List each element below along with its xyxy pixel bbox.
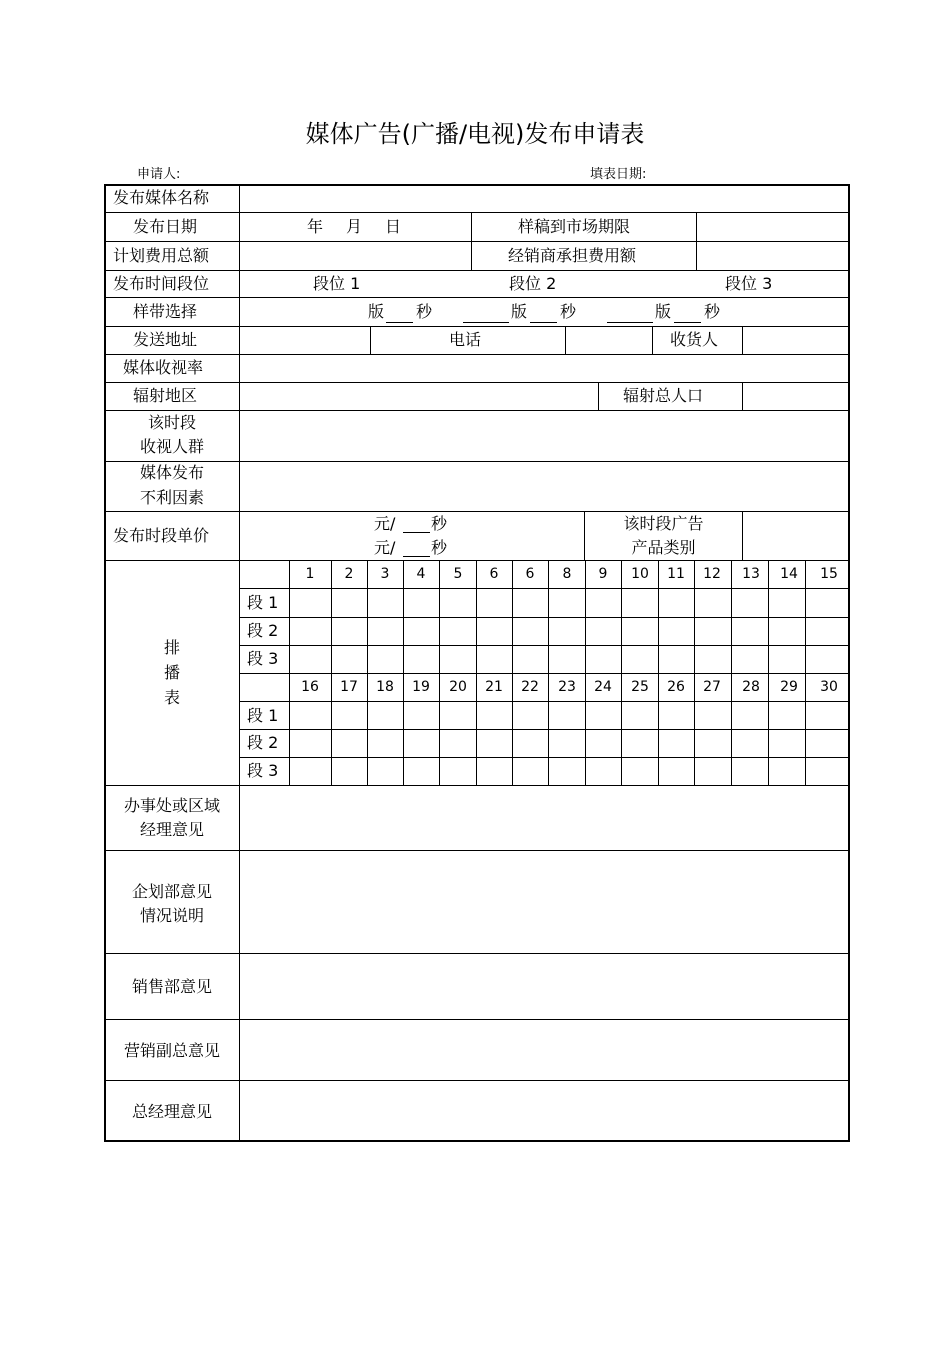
day-cell: 22 bbox=[521, 679, 539, 695]
planned-total-cost-label: 计划费用总额 bbox=[113, 246, 210, 265]
day-cell: 6 bbox=[525, 566, 535, 582]
tape-ban-2: 版 bbox=[511, 302, 528, 321]
segment-label: 段 1 bbox=[247, 706, 279, 725]
price-miao-1: 秒 bbox=[431, 514, 448, 533]
dealer-cost-label: 经销商承担费用额 bbox=[508, 246, 637, 265]
day-cell: 16 bbox=[301, 679, 319, 695]
planning-opinion-label-line1: 企划部意见 bbox=[131, 882, 212, 901]
segment-label: 段 3 bbox=[247, 761, 279, 780]
schedule-label-3: 表 bbox=[163, 688, 180, 707]
day-cell: 15 bbox=[820, 566, 838, 582]
day-cell: 28 bbox=[742, 679, 760, 695]
day-cell: 23 bbox=[558, 679, 576, 695]
unfavorable-label-line2: 不利因素 bbox=[139, 488, 204, 507]
day-cell: 19 bbox=[412, 679, 430, 695]
segment-label: 段 2 bbox=[247, 621, 279, 640]
day-cell: 9 bbox=[598, 566, 608, 582]
day-cell: 5 bbox=[453, 566, 463, 582]
rating-label: 媒体收视率 bbox=[123, 358, 204, 377]
segment-label: 段 1 bbox=[247, 593, 279, 612]
segment-label: 段 3 bbox=[247, 649, 279, 668]
day-cell: 4 bbox=[416, 566, 426, 582]
office-opinion-label-line2: 经理意见 bbox=[139, 820, 204, 839]
tape-miao-1: 秒 bbox=[416, 302, 433, 321]
date-month-label: 月 bbox=[346, 217, 363, 236]
day-cell: 12 bbox=[703, 566, 721, 582]
vp-marketing-opinion-label: 营销副总意见 bbox=[123, 1041, 220, 1060]
day-cell: 13 bbox=[742, 566, 760, 582]
day-cell: 18 bbox=[376, 679, 394, 695]
publish-date-label: 发布日期 bbox=[133, 217, 198, 236]
fill-date-label: 填表日期: bbox=[590, 167, 647, 182]
day-cell: 17 bbox=[340, 679, 358, 695]
slot-2-label: 段位 2 bbox=[509, 274, 557, 293]
address-label: 发送地址 bbox=[133, 330, 198, 349]
gm-opinion-label: 总经理意见 bbox=[131, 1102, 212, 1121]
price-yuan-1: 元/ bbox=[374, 514, 396, 533]
day-cell: 11 bbox=[667, 566, 685, 582]
tape-miao-2: 秒 bbox=[560, 302, 577, 321]
price-miao-2: 秒 bbox=[431, 538, 448, 557]
day-cell: 25 bbox=[631, 679, 649, 695]
sales-opinion-label: 销售部意见 bbox=[131, 977, 212, 996]
day-cell: 30 bbox=[820, 679, 838, 695]
coverage-area-label: 辐射地区 bbox=[133, 386, 198, 405]
day-cell: 27 bbox=[703, 679, 721, 695]
receiver-label: 收货人 bbox=[670, 330, 719, 349]
tape-miao-3: 秒 bbox=[704, 302, 721, 321]
date-year-label: 年 bbox=[307, 217, 324, 236]
applicant-label: 申请人: bbox=[137, 167, 181, 182]
day-cell: 3 bbox=[380, 566, 390, 582]
office-opinion-label-line1: 办事处或区域 bbox=[123, 796, 220, 815]
unit-price-label: 发布时段单价 bbox=[113, 526, 210, 545]
coverage-population-label: 辐射总人口 bbox=[623, 386, 704, 405]
schedule-label-2: 播 bbox=[163, 663, 180, 682]
time-slot-label: 发布时间段位 bbox=[113, 274, 210, 293]
slot-3-label: 段位 3 bbox=[725, 274, 773, 293]
day-cell: 26 bbox=[667, 679, 685, 695]
schedule-label-1: 排 bbox=[163, 638, 180, 657]
phone-label: 电话 bbox=[449, 330, 482, 349]
planning-opinion-label-line2: 情况说明 bbox=[139, 906, 204, 925]
sample-deadline-label: 样稿到市场期限 bbox=[518, 217, 631, 236]
day-cell: 1 bbox=[305, 566, 315, 582]
day-cell: 2 bbox=[344, 566, 354, 582]
tape-ban-1: 版 bbox=[368, 302, 385, 321]
tape-ban-3: 版 bbox=[655, 302, 672, 321]
day-cell: 14 bbox=[780, 566, 798, 582]
slot-1-label: 段位 1 bbox=[313, 274, 361, 293]
day-cell: 20 bbox=[449, 679, 467, 695]
day-cell: 8 bbox=[562, 566, 572, 582]
day-cell: 6 bbox=[489, 566, 499, 582]
day-cell: 10 bbox=[631, 566, 649, 582]
day-cell: 21 bbox=[485, 679, 503, 695]
media-name-label: 发布媒体名称 bbox=[113, 188, 210, 207]
day-cell: 29 bbox=[780, 679, 798, 695]
price-yuan-2: 元/ bbox=[374, 538, 396, 557]
audience-label-line1: 该时段 bbox=[147, 413, 196, 432]
date-day-label: 日 bbox=[385, 217, 402, 236]
ad-category-label-line2: 产品类别 bbox=[631, 538, 696, 557]
ad-category-label-line1: 该时段广告 bbox=[623, 514, 704, 533]
day-cell: 24 bbox=[594, 679, 612, 695]
audience-label-line2: 收视人群 bbox=[139, 437, 204, 456]
tape-selection-label: 样带选择 bbox=[133, 302, 198, 321]
form-title: 媒体广告(广播/电视)发布申请表 bbox=[305, 120, 645, 148]
segment-label: 段 2 bbox=[247, 733, 279, 752]
unfavorable-label-line1: 媒体发布 bbox=[139, 463, 204, 482]
